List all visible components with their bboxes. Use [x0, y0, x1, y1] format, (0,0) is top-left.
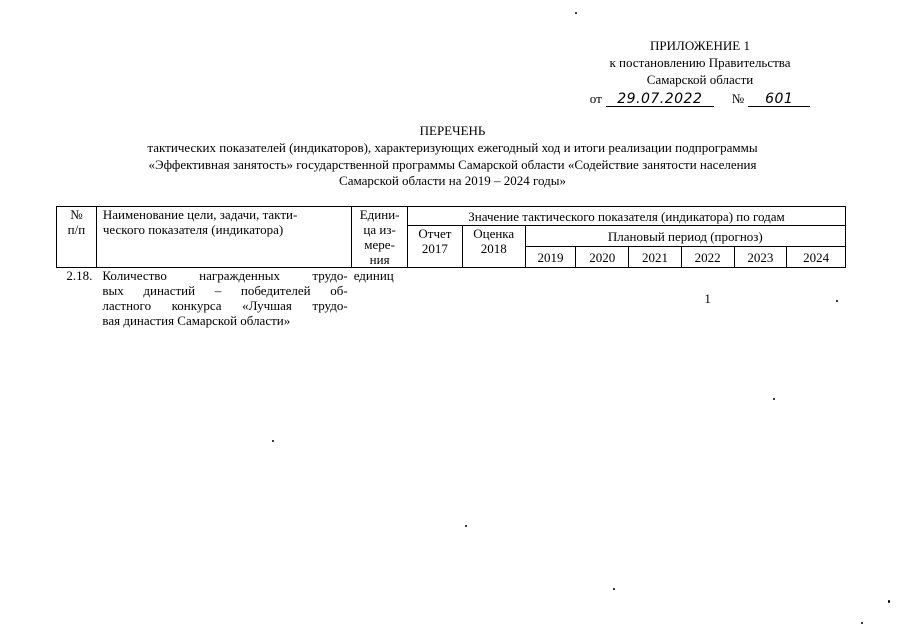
document-subtitle: [40, 140, 865, 190]
scan-speck: [465, 525, 467, 527]
row-name-line-2: вых династий – победителей об-: [102, 283, 348, 298]
header-name-line-2: ческого показателя (индикатора): [102, 222, 284, 237]
row-value-2023: [734, 268, 787, 329]
header-year-2024: 2024: [787, 247, 846, 268]
header-values-group: Значение тактического показателя (индикатора) по годам: [408, 207, 846, 226]
row-number: 2.18.: [66, 268, 93, 283]
header-number-line-2: п/п: [67, 222, 86, 237]
header-unit: [352, 207, 408, 268]
document-heading: ПЕРЕЧЕНЬ: [419, 123, 486, 138]
header-unit-line-1: Едини-: [359, 207, 400, 222]
header-year-2021: 2021: [629, 247, 682, 268]
number-prefix: №: [731, 91, 745, 106]
header-report-year: 2017: [421, 241, 448, 256]
subtitle-line-1: тактических показателей (индикаторов), характеризующих ежегодный ход и итоги реализации подпрограммы: [147, 140, 758, 155]
row-indicator-name: [96, 268, 351, 329]
table-row: [57, 268, 846, 329]
date-prefix: от: [589, 91, 602, 106]
appendix-date-line: [560, 90, 840, 107]
scan-speck: [861, 622, 863, 624]
scan-speck: [888, 600, 890, 603]
scan-speck: [773, 398, 775, 400]
row-value-2021: [629, 268, 682, 329]
row-name-line-4: вая династия Самарской области»: [102, 313, 291, 328]
header-number: [57, 207, 97, 268]
row-value-2018: [462, 268, 525, 329]
header-unit-line-2: ца из-: [363, 222, 396, 237]
row-name-line-3: ластного конкурса «Лучшая трудо-: [102, 298, 348, 313]
appendix-title: ПРИЛОЖЕНИЕ 1: [650, 38, 750, 53]
header-estimate: [462, 226, 525, 268]
handwritten-number: 601: [748, 92, 810, 107]
row-unit: единиц: [353, 268, 394, 283]
header-name-line-1: Наименование цели, задачи, такти-: [102, 207, 298, 222]
header-number-line-1: №: [70, 207, 83, 222]
header-plan-group: Плановый период (прогноз): [525, 226, 845, 247]
row-value-2022: 1: [704, 290, 711, 306]
row-value-2017: [408, 268, 463, 329]
header-year-2019: 2019: [525, 247, 576, 268]
appendix-resolution-line: к постановлению Правительства: [609, 55, 791, 70]
subtitle-line-2: «Эффективная занятость» государственной программы Самарской области «Содействие занятости населения: [148, 156, 757, 172]
row-value-2019: [525, 268, 576, 329]
appendix-region-line: Самарской области: [646, 72, 754, 87]
scan-speck: [272, 440, 274, 442]
header-unit-line-4: ния: [369, 252, 390, 267]
header-year-2023: 2023: [734, 247, 787, 268]
row-name-line-1: Количество награжденных трудо-: [102, 268, 348, 283]
row-value-2020: [576, 268, 629, 329]
appendix-block: [560, 37, 840, 107]
handwritten-date: 29.07.2022: [606, 92, 714, 107]
scan-speck: [575, 12, 577, 14]
indicators-table: [56, 206, 846, 328]
header-year-2022: 2022: [681, 247, 734, 268]
header-report-label: Отчет: [418, 226, 452, 241]
subtitle-line-3: Самарской области на 2019 – 2024 годы»: [339, 173, 566, 188]
row-value-2024: [787, 268, 846, 329]
header-unit-line-3: мере-: [364, 237, 395, 252]
header-estimate-year: 2018: [480, 241, 507, 256]
scan-speck: [836, 300, 838, 302]
header-name: [96, 207, 351, 268]
header-report: [408, 226, 463, 268]
header-estimate-label: Оценка: [473, 226, 515, 241]
scan-speck: [613, 588, 615, 590]
header-year-2020: 2020: [576, 247, 629, 268]
